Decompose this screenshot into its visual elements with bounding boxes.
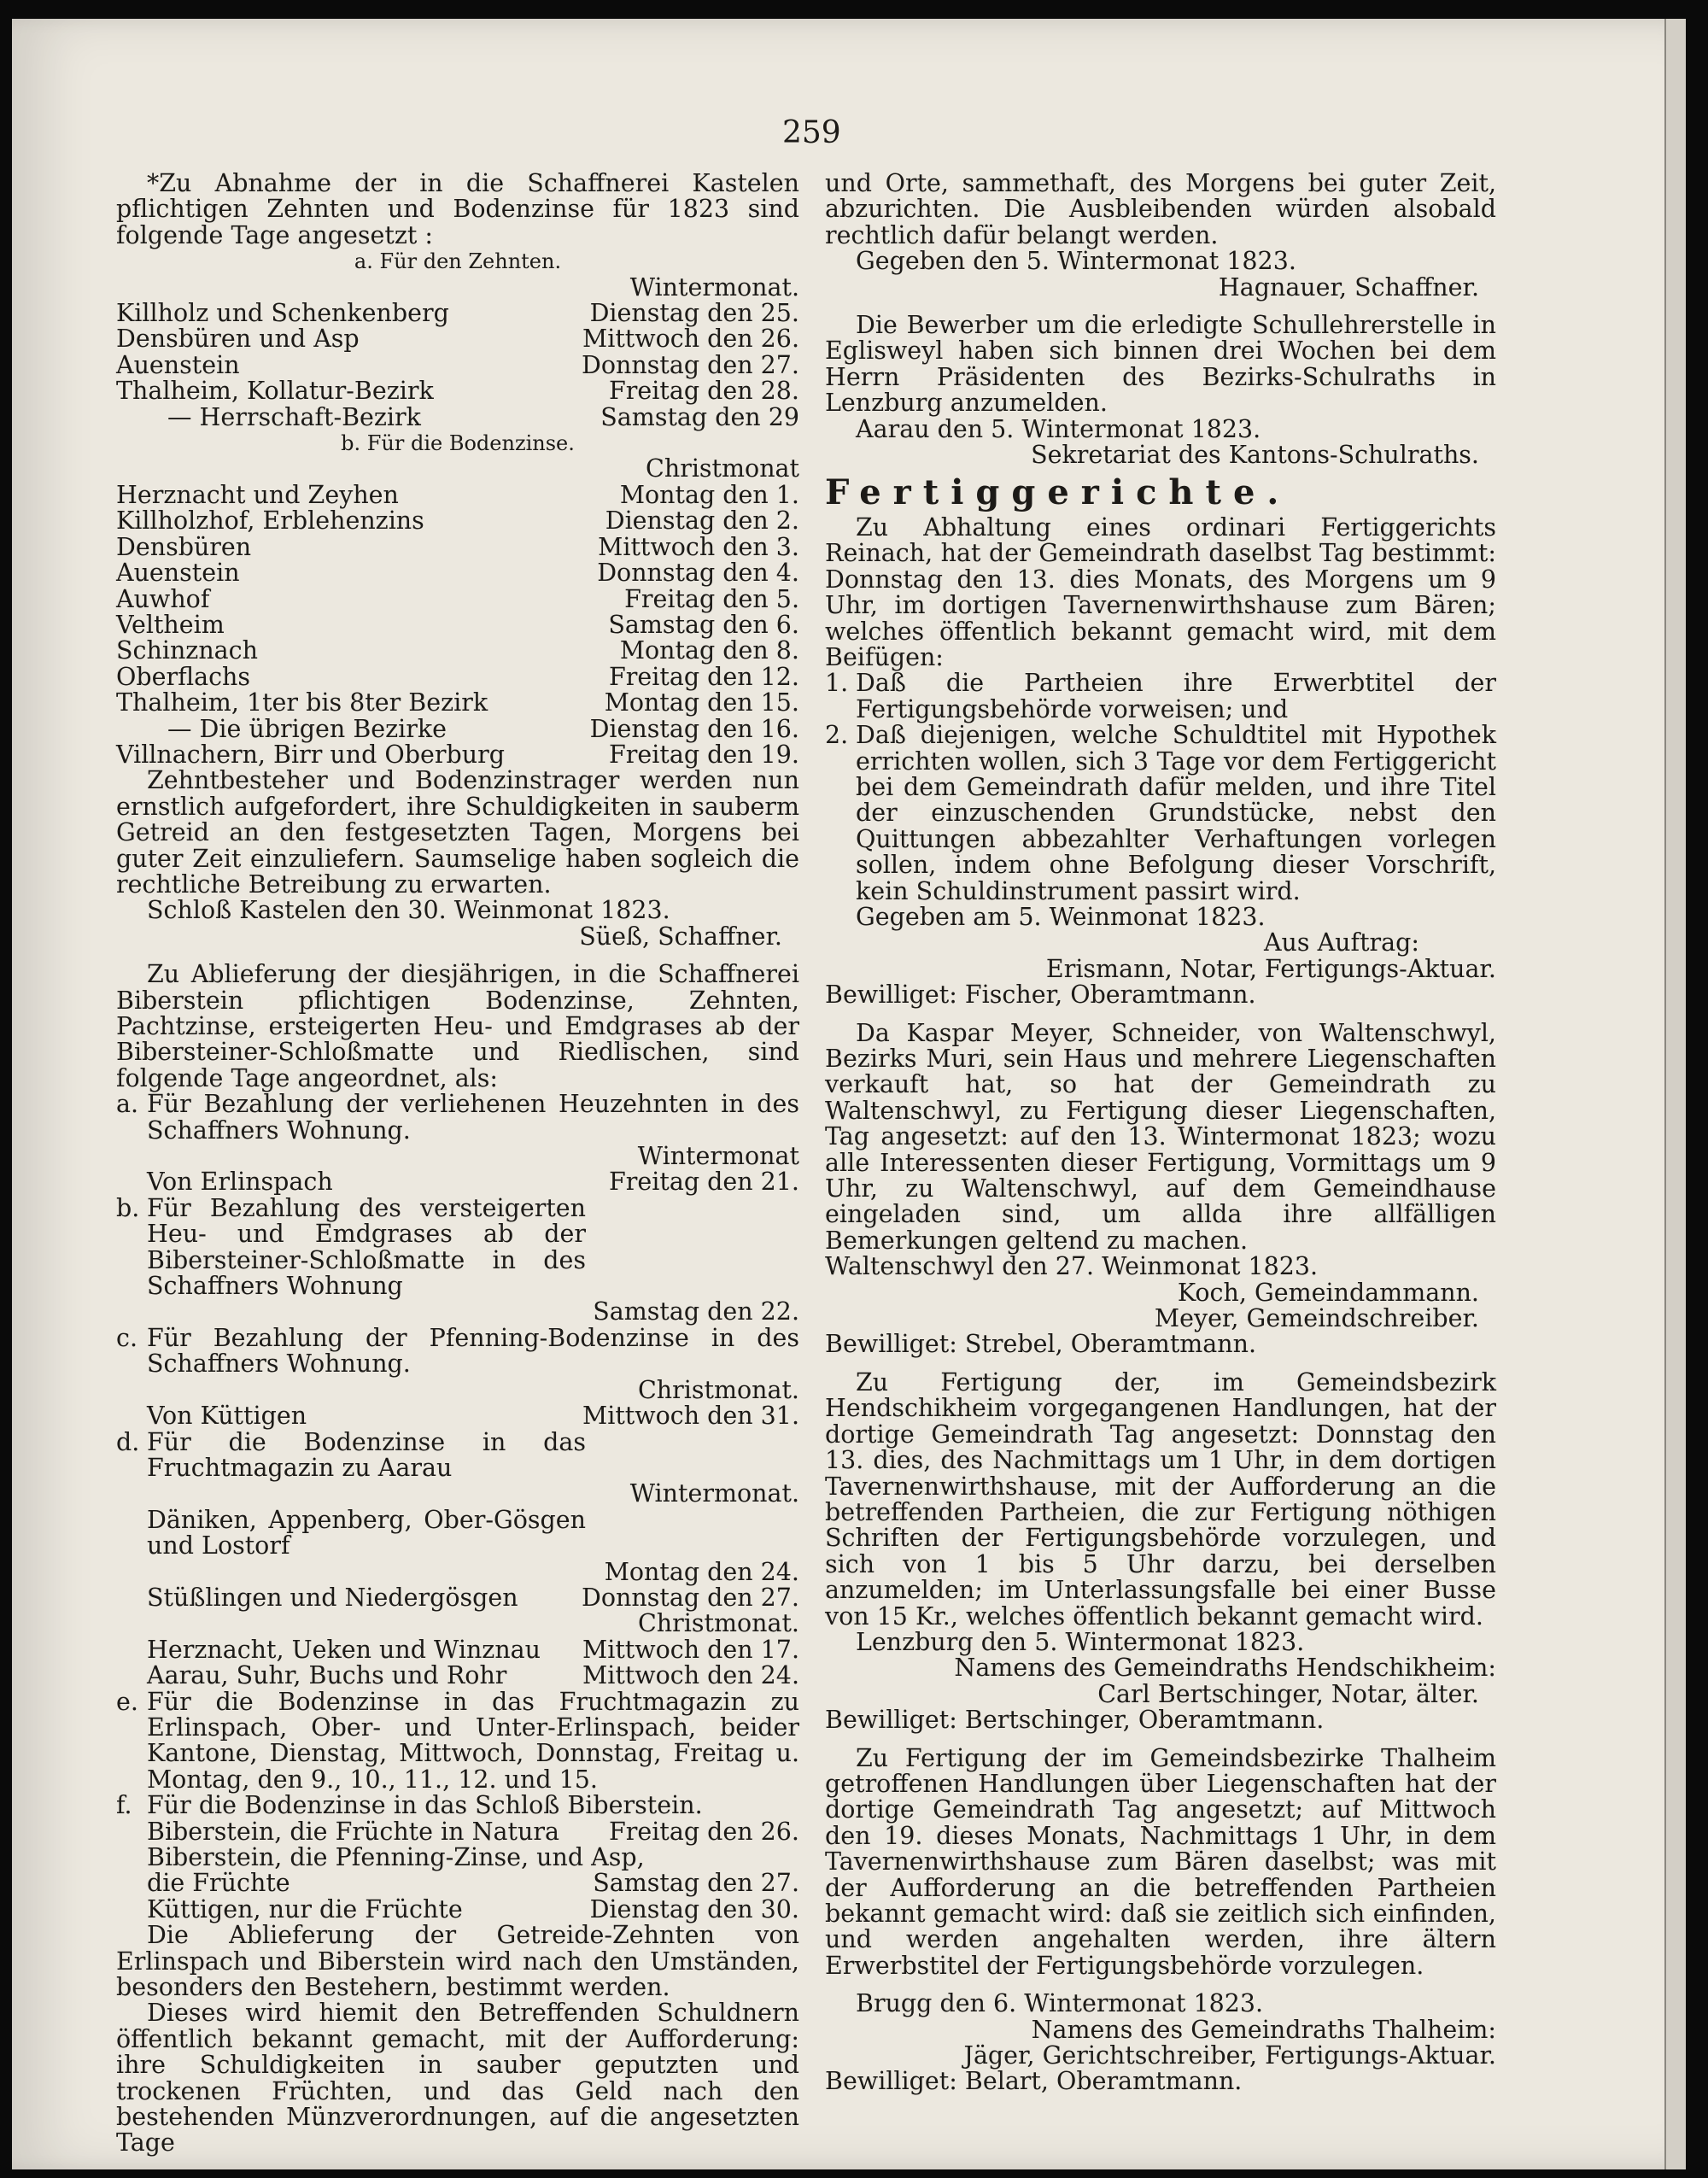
kastelen-signature: Süeß, Schaffner. (579, 922, 782, 951)
thalheim-signature-2: Jäger, Gerichtschreiber, Fertigungs-Aktuar. (963, 2041, 1496, 2070)
page-number: 259 (782, 115, 841, 150)
table-row: Oberflachs Freitag den 12. (116, 662, 799, 691)
biberstein-closing: Dieses wird hiemit den Betreffenden Schuldnern öffentlich bekannt gemacht, mit der Aufforderung: ihre Schuldigkeiten in sauber geputzten und trockenen Früchten, und das Geld nach den bestehenden Münzverordnungen, auf die angesetzten Tage (116, 1999, 799, 2158)
right-column (825, 171, 1496, 2095)
waltenschwyl-approval: Bewilliget: Strebel, Oberamtmann. (825, 1330, 1257, 1359)
zehnten-heading: a. Für den Zehnten. (354, 249, 562, 274)
kastelen-notice: Zehntbesteher und Bodenzinstrager werden nun ernstlich aufgefordert, ihre Schuldigkeiten in sauberm Getreid an den festgesetzten Tagen, Morgens bei guter Zeit einzuliefern. Saumselige haben sogleich die rechtliche Betreibung zu erwarten. (116, 766, 799, 899)
table-row: Killholz und Schenkenberg Dienstag den 25. (116, 299, 799, 328)
hendschikheim-signature-1: Namens des Gemeindraths Hendschikheim: (954, 1654, 1496, 1683)
biberstein-intro: Zu Ablieferung der diesjährigen, in die Schaffnerei Biberstein pflichtigen Bodenzinse, Zehnten, Pachtzinse, ersteigerten Heu- und Emdgrases ab der Bibersteiner-Schloßmatte und Riedlischen, sind folgende Tage angeordnet, als: (116, 960, 799, 1092)
list-item: b. Für Bezahlung des versteigerten Heu- und Emdgrases ab der Bibersteiner-Schloßmatte in des Schaffners Wohnung Samstag den 22. (116, 1193, 799, 1326)
thalheim-signature-1: Namens des Gemeindraths Thalheim: (1031, 2015, 1496, 2044)
school-signature: Sekretariat des Kantons-Schulraths. (1031, 441, 1479, 470)
bodenzinse-month: Christmonat (646, 454, 799, 483)
reinach-notice: Zu Abhaltung eines ordinari Fertiggerichts Reinach, hat der Gemeindrath daselbst Tag bestimmt: Donnstag den 13. dies Monats, des Morgens um 9 Uhr, im dortigen Tavernenwirthshause zum Bären; welches öffentlich bekannt gemacht wird, mit dem Beifügen: (825, 512, 1496, 671)
table-row: Densbüren und Asp Mittwoch den 26. (116, 325, 799, 354)
kastelen-intro: *Zu Abnahme der in die Schaffnerei Kastelen pflichtigen Zehnten und Bodenzinse für 1823 sind folgende Tage angesetzt : (116, 169, 799, 249)
table-row: — Die übrigen Bezirke Dienstag den 16. (167, 714, 799, 743)
list-item: e. Für die Bodenzinse in das Fruchtmagazin zu Erlinspach, Ober- und Unter-Erlinspach, beider Kantone, Dienstag, Mittwoch, Donnstag, Freitag u. Montag, den 9., 10., 11., 12. und 15. (116, 1687, 799, 1794)
table-row: Thalheim, 1ter bis 8ter Bezirk Montag den 15. (116, 688, 799, 717)
thalheim-approval: Bewilliget: Belart, Oberamtmann. (825, 2067, 1243, 2096)
hendschikheim-notice: Zu Fertigung der, im Gemeindsbezirk Hendschikheim vorgegangenen Handlungen, hat der dortige Gemeindrath Tag angesetzt: Donnstag den 13. dies, des Nachmittags um 1 Uhr, in dem dortigen Tavernenwirthshause, mit der Aufforderung an die betreffenden Partheien, die zur Fertigung nöthigen Schriften der Fertigungsbehörde vorzulegen, und sich von 1 bis 5 Uhr darzu, bei derselben anzumelden; im Unterlassungsfalle bei einer Busse von 15 Kr., welches öffentlich bekannt gemacht wird. (825, 1367, 1496, 1631)
table-row: Schinznach Montag den 8. (116, 636, 799, 665)
table-row: Thalheim, Kollatur-Bezirk Freitag den 28. (116, 377, 799, 406)
table-row: Veltheim Samstag den 6. (116, 610, 799, 639)
reinach-auftrag: Aus Auftrag: (1263, 928, 1419, 957)
list-item: 2. Daß diejenigen, welche Schuldtitel mit Hypothek errichten wollen, sich 3 Tage vor dem Fertiggericht bei dem Gemeindrath dafür melden, und ihre Titel der einzuschenden Grundstücke, nebst den Quittungen abbezahlter Verhaftungen vorlegen sollen, indem ohne Befolgung dieser Vorschrift, kein Schuldinstrument passirt wird. (825, 721, 1496, 905)
table-row: — Herrschaft-Bezirk Samstag den 29 (167, 402, 799, 431)
hagnauer-signature: Hagnauer, Schaffner. (1218, 272, 1479, 302)
biberstein-notice: Die Ablieferung der Getreide-Zehnten von Erlinspach und Biberstein wird nach den Umständen, besonders den Bestehern, bestimmt werden. (116, 1921, 799, 2002)
page-edge (1664, 19, 1686, 2169)
left-column (116, 171, 799, 2157)
waltenschwyl-signature-2: Meyer, Gemeindschreiber. (1154, 1304, 1479, 1333)
biberstein-continuation: und Orte, sammethaft, des Morgens bei guter Zeit, abzurichten. Die Ausbleibenden würden alsobald rechtlich dafür belangt werden. (825, 169, 1496, 249)
waltenschwyl-signature-1: Koch, Gemeindammann. (1177, 1278, 1479, 1307)
table-row: Auenstein Donnstag den 4. (116, 559, 799, 588)
list-item: c. Für Bezahlung der Pfenning-Bodenzinse in des Schaffners Wohnung. Christmonat. Von Küttigen Mittwoch den 31. (116, 1323, 799, 1431)
table-row: Herznacht und Zeyhen Montag den 1. (116, 480, 799, 509)
reinach-approval: Bewilliget: Fischer, Oberamtmann. (825, 981, 1256, 1010)
hendschikheim-signature-2: Carl Bertschinger, Notar, älter. (1097, 1679, 1479, 1708)
school-date: Aarau den 5. Wintermonat 1823. (856, 414, 1261, 443)
list-item: f. Für die Bodenzinse in das Schloß Biberstein. Biberstein, die Früchte in Natura Freitag den 26. Biberstein, die Pfenning-Zinse, und Asp, die Früchte Samstag den 27. Küttigen, nur die Früchte Dienstag den 30. (116, 1791, 799, 1923)
waltenschwyl-date: Waltenschwyl den 27. Weinmonat 1823. (825, 1252, 1319, 1281)
section-heading: Fertiggerichte. (825, 472, 1291, 513)
list-item: 1. Daß die Partheien ihre Erwerbtitel der Fertigungsbehörde vorweisen; und (825, 669, 1496, 723)
waltenschwyl-notice: Da Kaspar Meyer, Schneider, von Waltenschwyl, Bezirks Muri, sein Haus und mehrere Liegenschaften verkauft hat, so hat der Gemeindrath zu Waltenschwyl, zu Fertigung dieser Liegenschaften, Tag angesetzt: auf den 13. Wintermonat 1823; wozu alle Interessenten dieser Fertigung, Vormittags um 9 Uhr, zu Waltenschwyl, auf dem Gemeindhause eingeladen sind, um allda ihre allfälligen Bemerkungen geltend zu machen. (825, 1018, 1496, 1255)
reinach-given: Gegeben am 5. Weinmonat 1823. (856, 902, 1266, 931)
thalheim-date: Brugg den 6. Wintermonat 1823. (856, 1989, 1264, 2018)
school-notice: Die Bewerber um die erledigte Schullehrerstelle in Eglisweyl haben sich binnen drei Wochen bei dem Herrn Präsidenten des Bezirks-Schulraths in Lenzburg anzumelden. (825, 311, 1496, 418)
biberstein-given: Gegeben den 5. Wintermonat 1823. (856, 247, 1296, 276)
table-row: Killholzhof, Erblehenzins Dienstag den 2. (116, 506, 799, 536)
table-row: Densbüren Mittwoch den 3. (116, 532, 799, 561)
zehnten-month: Wintermonat. (629, 272, 799, 302)
reinach-signature: Erismann, Notar, Fertigungs-Aktuar. (1045, 954, 1496, 983)
table-row: Auenstein Donnstag den 27. (116, 350, 799, 379)
hendschikheim-date: Lenzburg den 5. Wintermonat 1823. (856, 1627, 1305, 1656)
table-row: Auwhof Freitag den 5. (116, 584, 799, 613)
table-row: Villnachern, Birr und Oberburg Freitag den 19. (116, 740, 799, 769)
list-item: d. Für die Bodenzinse in das Fruchtmagazin zu Aarau Wintermonat. Däniken, Appenberg, Ober-Gösgen und Lostorf Montag den 24. Stüßlingen und Niedergösgen Donnstag den 27. Christmonat. Herznacht, Ueken und Winznau Mittwoch den 17. Aarau, Suhr, Buchs und Rohr Mittwoch den 24. (116, 1427, 799, 1690)
list-item: a. Für Bezahlung der verliehenen Heuzehnten in des Schaffners Wohnung. Wintermonat Von Erlinspach Freitag den 21. (116, 1090, 799, 1197)
bodenzinse-heading: b. Für die Bodenzinse. (341, 431, 575, 456)
thalheim-notice: Zu Fertigung der im Gemeindsbezirke Thalheim getroffenen Handlungen über Liegenschaften hat der dortige Gemeindrath Tag angesetzt; auf Mittwoch den 19. dieses Monats, Nachmittags 1 Uhr, in dem Tavernenwirthshause zum Bären daselbst; was mit der Aufforderung an die betreffenden Partheien bekannt gemacht wird: daß sie zeitlich sich einfinden, und werden angehalten werden, ihre ältern Erwerbstitel der Fertigungsbehörde vorzulegen. (825, 1743, 1496, 1980)
kastelen-place-date: Schloß Kastelen den 30. Weinmonat 1823. (147, 896, 670, 925)
hendschikheim-approval: Bewilliget: Bertschinger, Oberamtmann. (825, 1706, 1325, 1735)
